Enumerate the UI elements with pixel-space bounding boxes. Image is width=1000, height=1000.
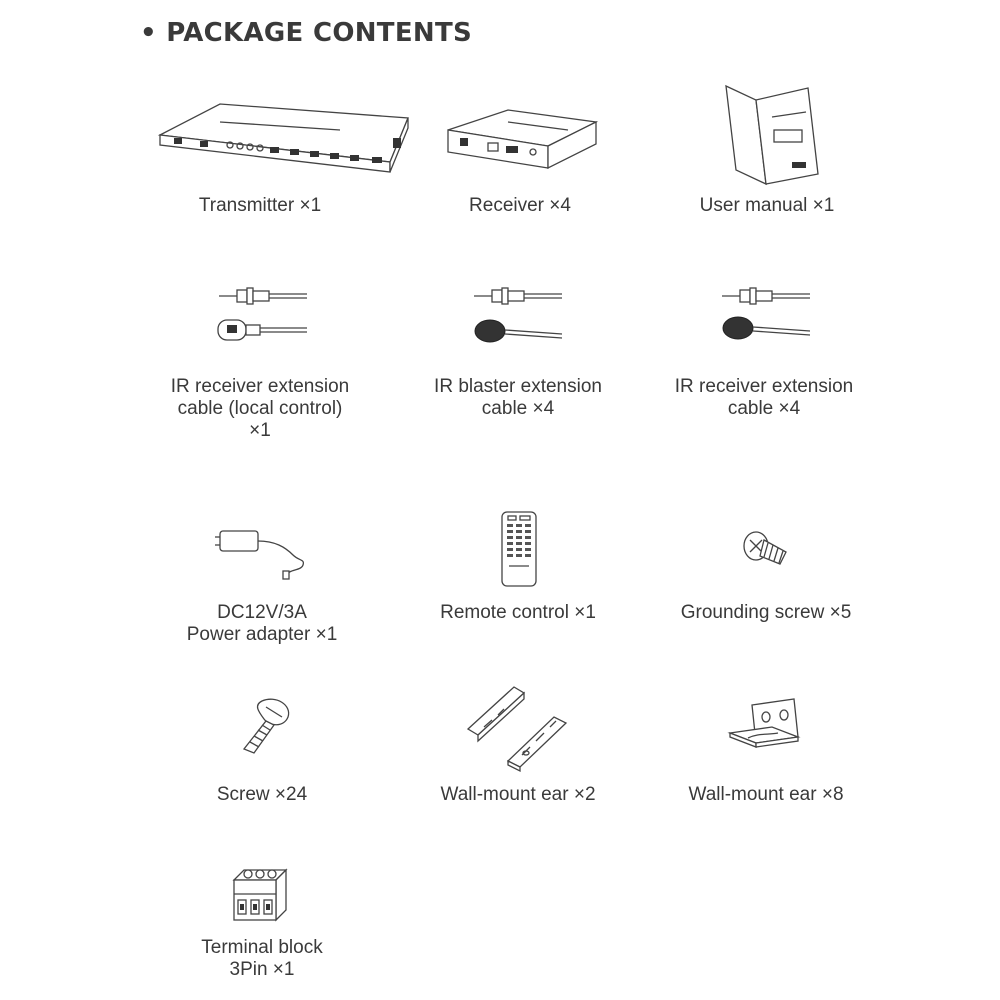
label-line: Remote control ×1 xyxy=(440,602,596,623)
item-label-ir-blaster xyxy=(434,376,602,420)
receiver-icon xyxy=(448,108,598,183)
item-label-ir-receiver xyxy=(675,376,853,420)
label-line: Transmitter ×1 xyxy=(198,195,322,216)
screw-icon xyxy=(236,697,296,762)
item-label-wall-mount-ear-2 xyxy=(440,784,595,806)
remote-control-icon xyxy=(500,510,538,593)
page-title: • PACKAGE CONTENTS xyxy=(140,18,473,48)
label-line: IR receiver extension xyxy=(170,376,350,397)
label-line: 3Pin ×1 xyxy=(229,959,295,980)
label-line: cable (local control) xyxy=(177,398,343,419)
item-label-remote-control xyxy=(440,602,596,624)
item-label-grounding-screw xyxy=(681,602,852,624)
item-label-user-manual xyxy=(700,195,835,217)
grounding-screw-icon xyxy=(740,530,792,577)
item-label-receiver xyxy=(469,195,571,217)
label-line: Wall-mount ear ×2 xyxy=(440,784,596,805)
transmitter-icon xyxy=(160,100,410,185)
label-line: cable ×4 xyxy=(727,398,801,419)
ir-receiver-cable-icon xyxy=(215,282,310,349)
power-adapter-icon xyxy=(215,525,325,585)
label-line: Screw ×24 xyxy=(216,784,308,805)
wall-mount-ear-bracket-icon xyxy=(728,697,803,762)
label-line: IR blaster extension xyxy=(434,376,602,397)
terminal-block-icon xyxy=(228,862,290,929)
label-line: ×1 xyxy=(249,420,271,441)
item-label-wall-mount-ear-8 xyxy=(688,784,843,806)
label-line: User manual ×1 xyxy=(699,195,835,216)
label-line: Power adapter ×1 xyxy=(186,624,338,645)
wall-mount-ear-pair-icon xyxy=(466,685,576,775)
ir-blaster-cable-icon xyxy=(470,282,565,349)
label-line: Grounding screw ×5 xyxy=(680,602,852,623)
item-label-terminal-block xyxy=(201,937,322,981)
label-line: IR receiver extension xyxy=(674,376,854,397)
ir-receiver-cable-icon xyxy=(718,282,813,349)
item-label-ir-receiver-local xyxy=(171,376,349,442)
label-line: Receiver ×4 xyxy=(469,195,571,216)
item-label-power-adapter xyxy=(187,602,338,646)
item-label-screw xyxy=(217,784,307,806)
manual-icon xyxy=(722,82,822,192)
label-line: DC12V/3A xyxy=(217,602,307,623)
label-line: Terminal block xyxy=(201,937,323,958)
label-line: cable ×4 xyxy=(481,398,555,419)
label-line: Wall-mount ear ×8 xyxy=(688,784,844,805)
item-label-transmitter xyxy=(199,195,321,217)
